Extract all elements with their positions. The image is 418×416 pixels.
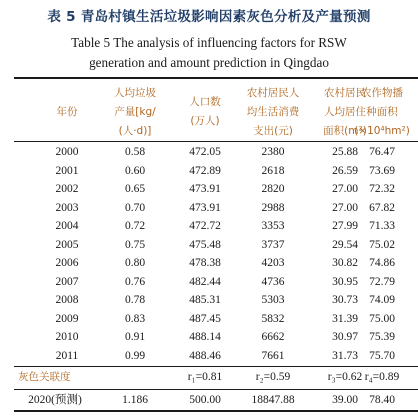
table-cell: 73.69 <box>369 164 395 177</box>
column-header-line: 人口数 <box>189 96 221 108</box>
table-cell: 2380 <box>261 146 285 158</box>
table-cell: 2011 <box>55 349 79 362</box>
column-header-line: (×10⁴hm²) <box>354 124 410 137</box>
table-cell: 488.14 <box>189 331 221 343</box>
table-cell: 7661 <box>261 349 285 362</box>
table-cell: 473.91 <box>189 183 221 195</box>
table-cell: 6662 <box>261 331 285 343</box>
table-cell: 2000 <box>55 146 79 158</box>
table-cell: 5303 <box>261 294 285 306</box>
table-cell: 2003 <box>55 201 79 214</box>
table-cell: 29.54 <box>332 238 358 251</box>
table-cell: 31.39 <box>332 312 358 325</box>
table-cell: 2006 <box>55 257 79 269</box>
table-cell: 0.65 <box>124 183 146 195</box>
table-cell: 487.45 <box>189 312 221 325</box>
column-header-line: 产量[kg/ <box>114 105 156 118</box>
table-cell: 75.39 <box>369 331 395 343</box>
table-caption-cn: 表 5 青岛村镇生活垃圾影响因素灰色分析及产量预测 <box>47 9 371 25</box>
prediction-value: 78.40 <box>369 394 395 406</box>
table-cell: 2820 <box>261 183 285 195</box>
relation-label: 灰色关联度 <box>18 371 71 383</box>
table-cell: 2007 <box>55 275 79 288</box>
table-cell: 2988 <box>261 201 285 214</box>
table-cell: 31.73 <box>332 349 358 362</box>
prediction-label: 2020(预测) <box>28 394 82 406</box>
column-header <box>175 93 235 131</box>
table-cell: 3737 <box>261 238 285 251</box>
table-cell: 2004 <box>55 220 79 232</box>
table-cell: 0.76 <box>124 275 146 288</box>
table-cell: 2008 <box>55 294 79 306</box>
prediction-value: 1.186 <box>122 394 148 406</box>
table-cell: 3353 <box>261 220 285 232</box>
table-cell: 0.60 <box>124 164 146 177</box>
table-cell: 75.70 <box>369 349 395 362</box>
table-cell: 472.05 <box>189 146 221 158</box>
relation-value: r₂=0.59 <box>255 371 291 383</box>
table-cell: 2010 <box>55 331 79 343</box>
table-cell: 2001 <box>55 164 79 177</box>
table-cell: 2618 <box>261 164 285 177</box>
column-header <box>350 84 414 141</box>
column-header-line: 人均垃圾 <box>114 86 156 99</box>
table-cell: 25.88 <box>332 146 358 158</box>
table-cell: 27.99 <box>332 220 358 232</box>
table-cell: 27.00 <box>332 201 358 214</box>
column-header-line: 均生活消费 <box>246 105 300 118</box>
table-caption-en-line2: generation and amount prediction in Qingdao <box>89 55 329 70</box>
prediction-value: 18847.88 <box>251 394 295 406</box>
header-bottom-rule <box>14 141 418 142</box>
table-cell: 0.78 <box>124 294 146 306</box>
relation-value: r₃=0.62 <box>327 371 363 383</box>
column-header-line: 农村居民 <box>324 86 366 99</box>
column-header-line: 年份 <box>56 105 78 118</box>
table-cell: 475.48 <box>189 238 221 251</box>
table-cell: 72.79 <box>369 275 395 288</box>
table-cell: 67.82 <box>369 201 395 214</box>
table-cell: 2002 <box>55 183 79 195</box>
table-bottom-rule <box>14 410 418 412</box>
table-cell: 0.70 <box>124 201 146 214</box>
table-caption-en-line1: Table 5 The analysis of influencing factors for RSW <box>71 35 347 50</box>
relation-value: r₄=0.89 <box>364 371 400 383</box>
table-cell: 0.75 <box>124 238 146 251</box>
table-cell: 2009 <box>55 312 79 325</box>
column-header-line: (万人) <box>190 115 220 127</box>
column-header-line: 种面积 <box>366 105 398 118</box>
table-cell: 5832 <box>261 312 285 325</box>
column-header-line: 农作物播 <box>361 86 403 99</box>
table-cell: 472.89 <box>189 164 221 177</box>
table-cell: 485.31 <box>189 294 221 306</box>
table-cell: 71.33 <box>369 220 395 232</box>
column-header <box>235 84 311 141</box>
table-cell: 2005 <box>55 238 79 251</box>
table-cell: 478.38 <box>189 257 221 269</box>
prediction-value: 39.00 <box>332 394 358 406</box>
column-header-line: 面积(m²) <box>323 124 367 137</box>
table-cell: 488.46 <box>189 349 221 362</box>
table-cell: 72.32 <box>369 183 395 195</box>
body-bottom-rule <box>14 366 418 367</box>
table-cell: 30.73 <box>332 294 358 306</box>
table-cell: 4736 <box>261 275 285 288</box>
table-cell: 27.00 <box>332 183 358 195</box>
prediction-value: 500.00 <box>189 394 221 406</box>
table-cell: 4203 <box>261 257 285 269</box>
column-header <box>103 84 167 141</box>
table-cell: 472.72 <box>189 220 221 232</box>
table-cell: 74.09 <box>369 294 395 306</box>
relation-value: r₁=0.81 <box>187 371 223 383</box>
column-header <box>37 103 97 122</box>
table-cell: 0.91 <box>124 331 146 343</box>
table-cell: 0.80 <box>124 257 146 269</box>
table-top-rule <box>14 77 418 79</box>
table-cell: 75.02 <box>369 238 395 251</box>
table-cell: 26.59 <box>332 164 358 177</box>
table-cell: 0.72 <box>124 220 146 232</box>
table-cell: 74.86 <box>369 257 395 269</box>
table-cell: 30.97 <box>332 331 358 343</box>
table-cell: 75.00 <box>369 312 395 325</box>
table-cell: 482.44 <box>189 275 221 288</box>
table-cell: 30.95 <box>332 275 358 288</box>
table-cell: 76.47 <box>369 146 395 158</box>
relation-bottom-rule <box>14 389 418 390</box>
column-header-line: 农村居民人 <box>246 86 300 99</box>
column-header-line: 支出(元) <box>253 124 293 137</box>
table-cell: 473.91 <box>189 201 221 214</box>
table-cell: 0.99 <box>124 349 146 362</box>
table-cell: 0.83 <box>124 312 146 325</box>
table-cell: 0.58 <box>124 146 146 158</box>
column-header-line: (人·d)] <box>118 124 152 137</box>
column-header-line: 人均居住 <box>324 105 366 118</box>
table-cell: 30.82 <box>332 257 358 269</box>
